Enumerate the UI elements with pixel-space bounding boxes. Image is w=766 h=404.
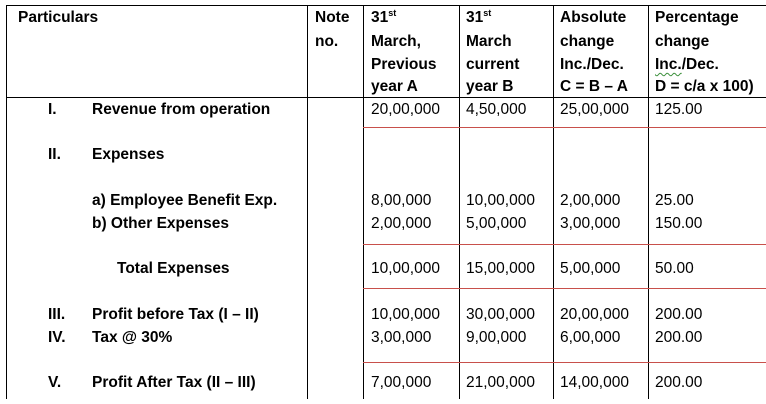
header-pct-line1: Percentage: [655, 9, 739, 26]
row-revenue-abs: 25,00,000: [560, 101, 629, 118]
header-curr-line2: March: [466, 33, 512, 50]
row-tax-pct: 200.00: [655, 329, 703, 346]
header-pct-line3-dec: /Dec.: [681, 56, 719, 73]
table-left-border: [6, 5, 7, 399]
row-total-abs: 5,00,000: [560, 260, 621, 277]
row-pat-curr: 21,00,000: [466, 374, 535, 391]
row-other-abs: 3,00,000: [560, 215, 621, 232]
header-prev-line3: Previous: [371, 56, 437, 73]
row-total-curr: 15,00,000: [466, 260, 535, 277]
row-employee-curr: 10,00,000: [466, 192, 535, 209]
header-bottom-border: [6, 97, 766, 98]
row-revenue-prev: 20,00,000: [371, 101, 440, 118]
row-tax-label: Tax @ 30%: [92, 329, 173, 346]
row-employee-pct: 25.00: [655, 192, 694, 209]
row-revenue-label: Revenue from operation: [92, 101, 271, 118]
row-employee-abs: 2,00,000: [560, 192, 621, 209]
row-pat-pct: 200.00: [655, 374, 703, 391]
red-rule-after-other-expenses: [363, 244, 766, 245]
header-abs-line1: Absolute: [560, 9, 627, 26]
row-expenses-label: Expenses: [92, 146, 165, 163]
header-prev-line1: [371, 9, 396, 27]
row-total-label: Total Expenses: [117, 260, 230, 277]
red-rule-after-revenue: [363, 127, 766, 128]
row-revenue-pct: 125.00: [655, 101, 703, 118]
column-divider-curr: [459, 5, 460, 399]
header-particulars: Particulars: [18, 9, 99, 26]
row-pbt-num: III.: [48, 306, 66, 323]
column-divider-pct: [648, 5, 649, 399]
header-pct-line3: [655, 56, 719, 74]
row-other-pct: 150.00: [655, 215, 703, 232]
header-prev-line4: year A: [371, 78, 418, 95]
row-pbt-pct: 200.00: [655, 306, 703, 323]
header-pct-line3-inc: Inc.: [655, 56, 682, 73]
row-other-curr: 5,00,000: [466, 215, 527, 232]
row-pbt-label: Profit before Tax (I – II): [92, 306, 259, 323]
header-abs-line2: change: [560, 33, 615, 50]
header-curr-line3: current: [466, 56, 520, 73]
header-pct-line4: D = c/a x 100): [655, 78, 754, 95]
header-prev-sup: st: [388, 8, 397, 18]
header-curr-sup: st: [483, 8, 492, 18]
column-divider-abs: [553, 5, 554, 399]
row-pbt-prev: 10,00,000: [371, 306, 440, 323]
header-note-line1: Note: [315, 9, 350, 26]
header-prev-day: 31: [371, 9, 389, 26]
row-other-label: b) Other Expenses: [92, 215, 229, 232]
row-pat-prev: 7,00,000: [371, 374, 432, 391]
row-tax-num: IV.: [48, 329, 66, 346]
red-rule-after-tax: [363, 362, 766, 363]
table-top-border: [6, 5, 766, 6]
row-pat-abs: 14,00,000: [560, 374, 629, 391]
row-pbt-abs: 20,00,000: [560, 306, 629, 323]
row-pat-num: V.: [48, 374, 62, 391]
row-pbt-curr: 30,00,000: [466, 306, 535, 323]
row-employee-prev: 8,00,000: [371, 192, 432, 209]
row-total-prev: 10,00,000: [371, 260, 440, 277]
header-abs-line4: C = B – A: [560, 78, 628, 95]
column-divider-note: [307, 5, 308, 399]
header-note-line2: no.: [315, 33, 339, 50]
header-curr-line1: [466, 9, 491, 27]
header-abs-line3: Inc./Dec.: [560, 56, 624, 73]
row-expenses-num: II.: [48, 146, 61, 163]
row-pat-label: Profit After Tax (II – III): [92, 374, 256, 391]
red-rule-after-total-expenses: [363, 288, 766, 289]
header-prev-line2: March,: [371, 33, 421, 50]
column-divider-prev: [363, 5, 364, 399]
header-curr-line4: year B: [466, 78, 514, 95]
row-employee-label: a) Employee Benefit Exp.: [92, 192, 278, 209]
header-pct-line2: change: [655, 33, 710, 50]
row-other-prev: 2,00,000: [371, 215, 432, 232]
row-tax-curr: 9,00,000: [466, 329, 527, 346]
row-revenue-curr: 4,50,000: [466, 101, 527, 118]
row-tax-prev: 3,00,000: [371, 329, 432, 346]
header-curr-day: 31: [466, 9, 484, 26]
row-total-pct: 50.00: [655, 260, 694, 277]
row-revenue-num: I.: [48, 101, 57, 118]
row-tax-abs: 6,00,000: [560, 329, 621, 346]
